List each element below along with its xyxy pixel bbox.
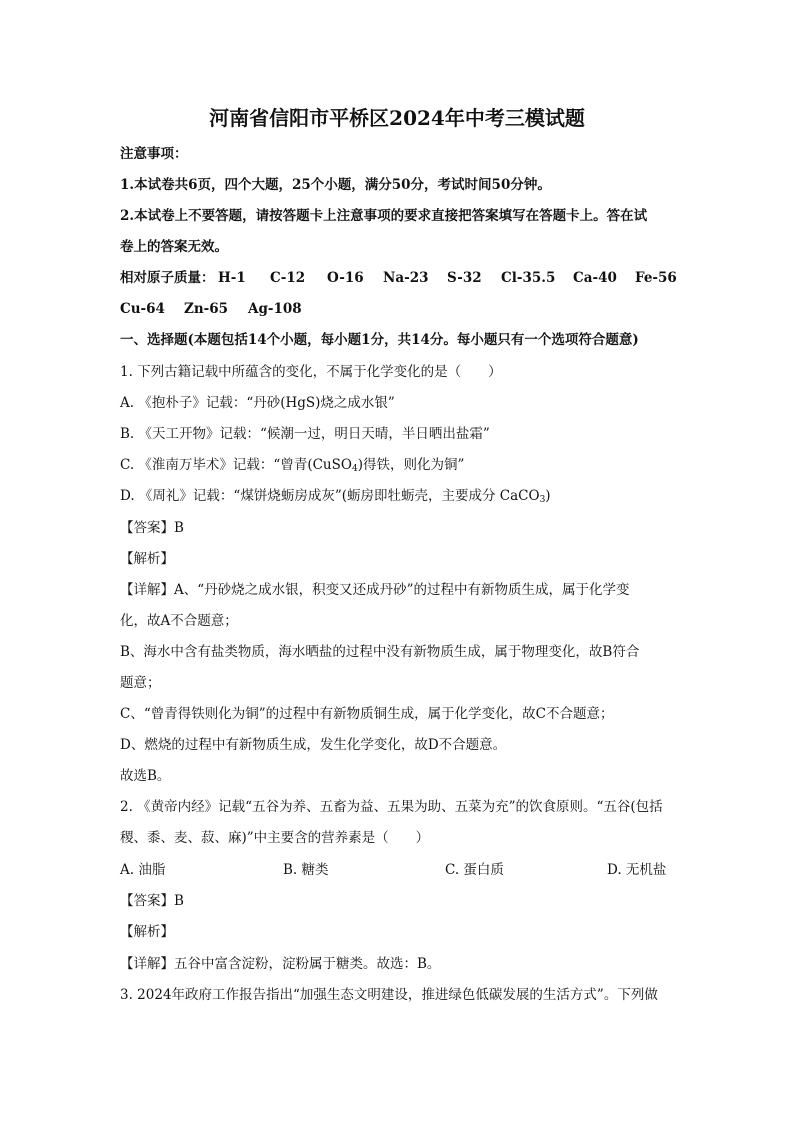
question-2-detail: 【详解】五谷中富含淀粉，淀粉属于糖类。故选：B。 xyxy=(120,956,441,972)
atomic-mass: Ag-108 xyxy=(248,301,302,317)
atomic-mass: Na-23 xyxy=(383,270,429,286)
notice-item-2a: 2.本试卷上不要答题，请按答题卡上注意事项的要求直接把答案填写在答题卡上。答在试 xyxy=(120,208,648,224)
question-2-option-a: A. 油脂 xyxy=(120,862,166,878)
question-1-detail: C、“曾青得铁则化为铜”的过程中有新物质铜生成，属于化学变化，故C不合题意； xyxy=(120,706,614,722)
atomic-mass: Cu-64 xyxy=(120,301,165,317)
option-d-text: D. 《周礼》记载：“煤饼烧蛎房成灰”(蛎房即牡蛎壳，主要成分 CaCO xyxy=(120,488,540,504)
atomic-mass: H-1 xyxy=(218,270,246,286)
question-2-stem: 2. 《黄帝内经》记载“五谷为养、五畜为益、五果为助、五菜为充”的饮食原则。“五谷(包括 xyxy=(120,799,663,815)
subscript: 3 xyxy=(539,495,546,505)
atomic-mass: S-32 xyxy=(447,270,482,286)
page-title: 河南省信阳市平桥区2024年中考三模试题 xyxy=(209,106,585,130)
question-1-detail: 【详解】A、“丹砂烧之成水银，积变又还成丹砂”的过程中有新物质生成，属于化学变 xyxy=(120,582,630,598)
notice-heading: 注意事项： xyxy=(120,146,188,162)
question-1-stem: 1. 下列古籍记载中所蕴含的变化，不属于化学变化的是（ ） xyxy=(120,364,502,380)
atomic-masses-label: 相对原子质量： xyxy=(120,270,215,286)
question-1-analysis: 【解析】 xyxy=(120,551,174,567)
question-1-conclusion: 故选B。 xyxy=(120,768,171,784)
question-1-detail: D、燃烧的过程中有新物质生成，发生化学变化，故D不合题意。 xyxy=(120,737,507,753)
atomic-mass: O-16 xyxy=(327,270,364,286)
option-d-text-end: ) xyxy=(545,488,551,504)
question-2-analysis: 【解析】 xyxy=(120,924,174,940)
atomic-mass: Zn-65 xyxy=(184,301,229,317)
question-1-detail: B、海水中含有盐类物质，海水晒盐的过程中没有新物质生成，属于物理变化，故B符合 xyxy=(120,644,640,660)
atomic-mass: C-12 xyxy=(270,270,306,286)
question-1-option-c xyxy=(120,455,464,475)
question-2-option-b: B. 糖类 xyxy=(283,862,329,878)
atomic-mass: Fe-56 xyxy=(635,270,677,286)
subscript: 4 xyxy=(351,464,358,474)
question-1-detail: 题意； xyxy=(120,675,161,691)
atomic-mass: Cl-35.5 xyxy=(501,270,556,286)
question-2-option-d: D. 无机盐 xyxy=(607,862,667,878)
question-1-detail: 化，故A不合题意； xyxy=(120,613,238,629)
question-1-answer: 【答案】B xyxy=(120,520,184,536)
question-2-answer: 【答案】B xyxy=(120,893,184,909)
question-1-option-a: A. 《抱朴子》记载：“丹砂(HgS)烧之成水银” xyxy=(120,395,395,411)
question-1-option-d xyxy=(120,486,551,506)
question-1-option-b: B. 《天工开物》记载：“候潮一过，明日天晴，半日晒出盐霜” xyxy=(120,426,490,442)
question-2-stem: 稷、黍、麦、菽、麻)”中主要含的营养素是（ ） xyxy=(120,830,430,846)
notice-item-1: 1.本试卷共6页，四个大题，25个小题，满分50分，考试时间50分钟。 xyxy=(120,177,551,193)
question-2-option-c: C. 蛋白质 xyxy=(445,862,504,878)
atomic-mass: Ca-40 xyxy=(573,270,617,286)
option-c-text: C. 《淮南万毕术》记载：“曾青(CuSO xyxy=(120,457,352,473)
notice-item-2b: 卷上的答案无效。 xyxy=(120,239,228,255)
section-heading: 一、选择题(本题包括14个小题，每小题1分，共14分。每小题只有一个选项符合题意) xyxy=(120,332,639,348)
option-c-text-end: )得铁，则化为铜” xyxy=(357,457,465,473)
question-3-stem: 3. 2024年政府工作报告指出“加强生态文明建设，推进绿色低碳发展的生活方式”。下列做 xyxy=(120,987,658,1003)
